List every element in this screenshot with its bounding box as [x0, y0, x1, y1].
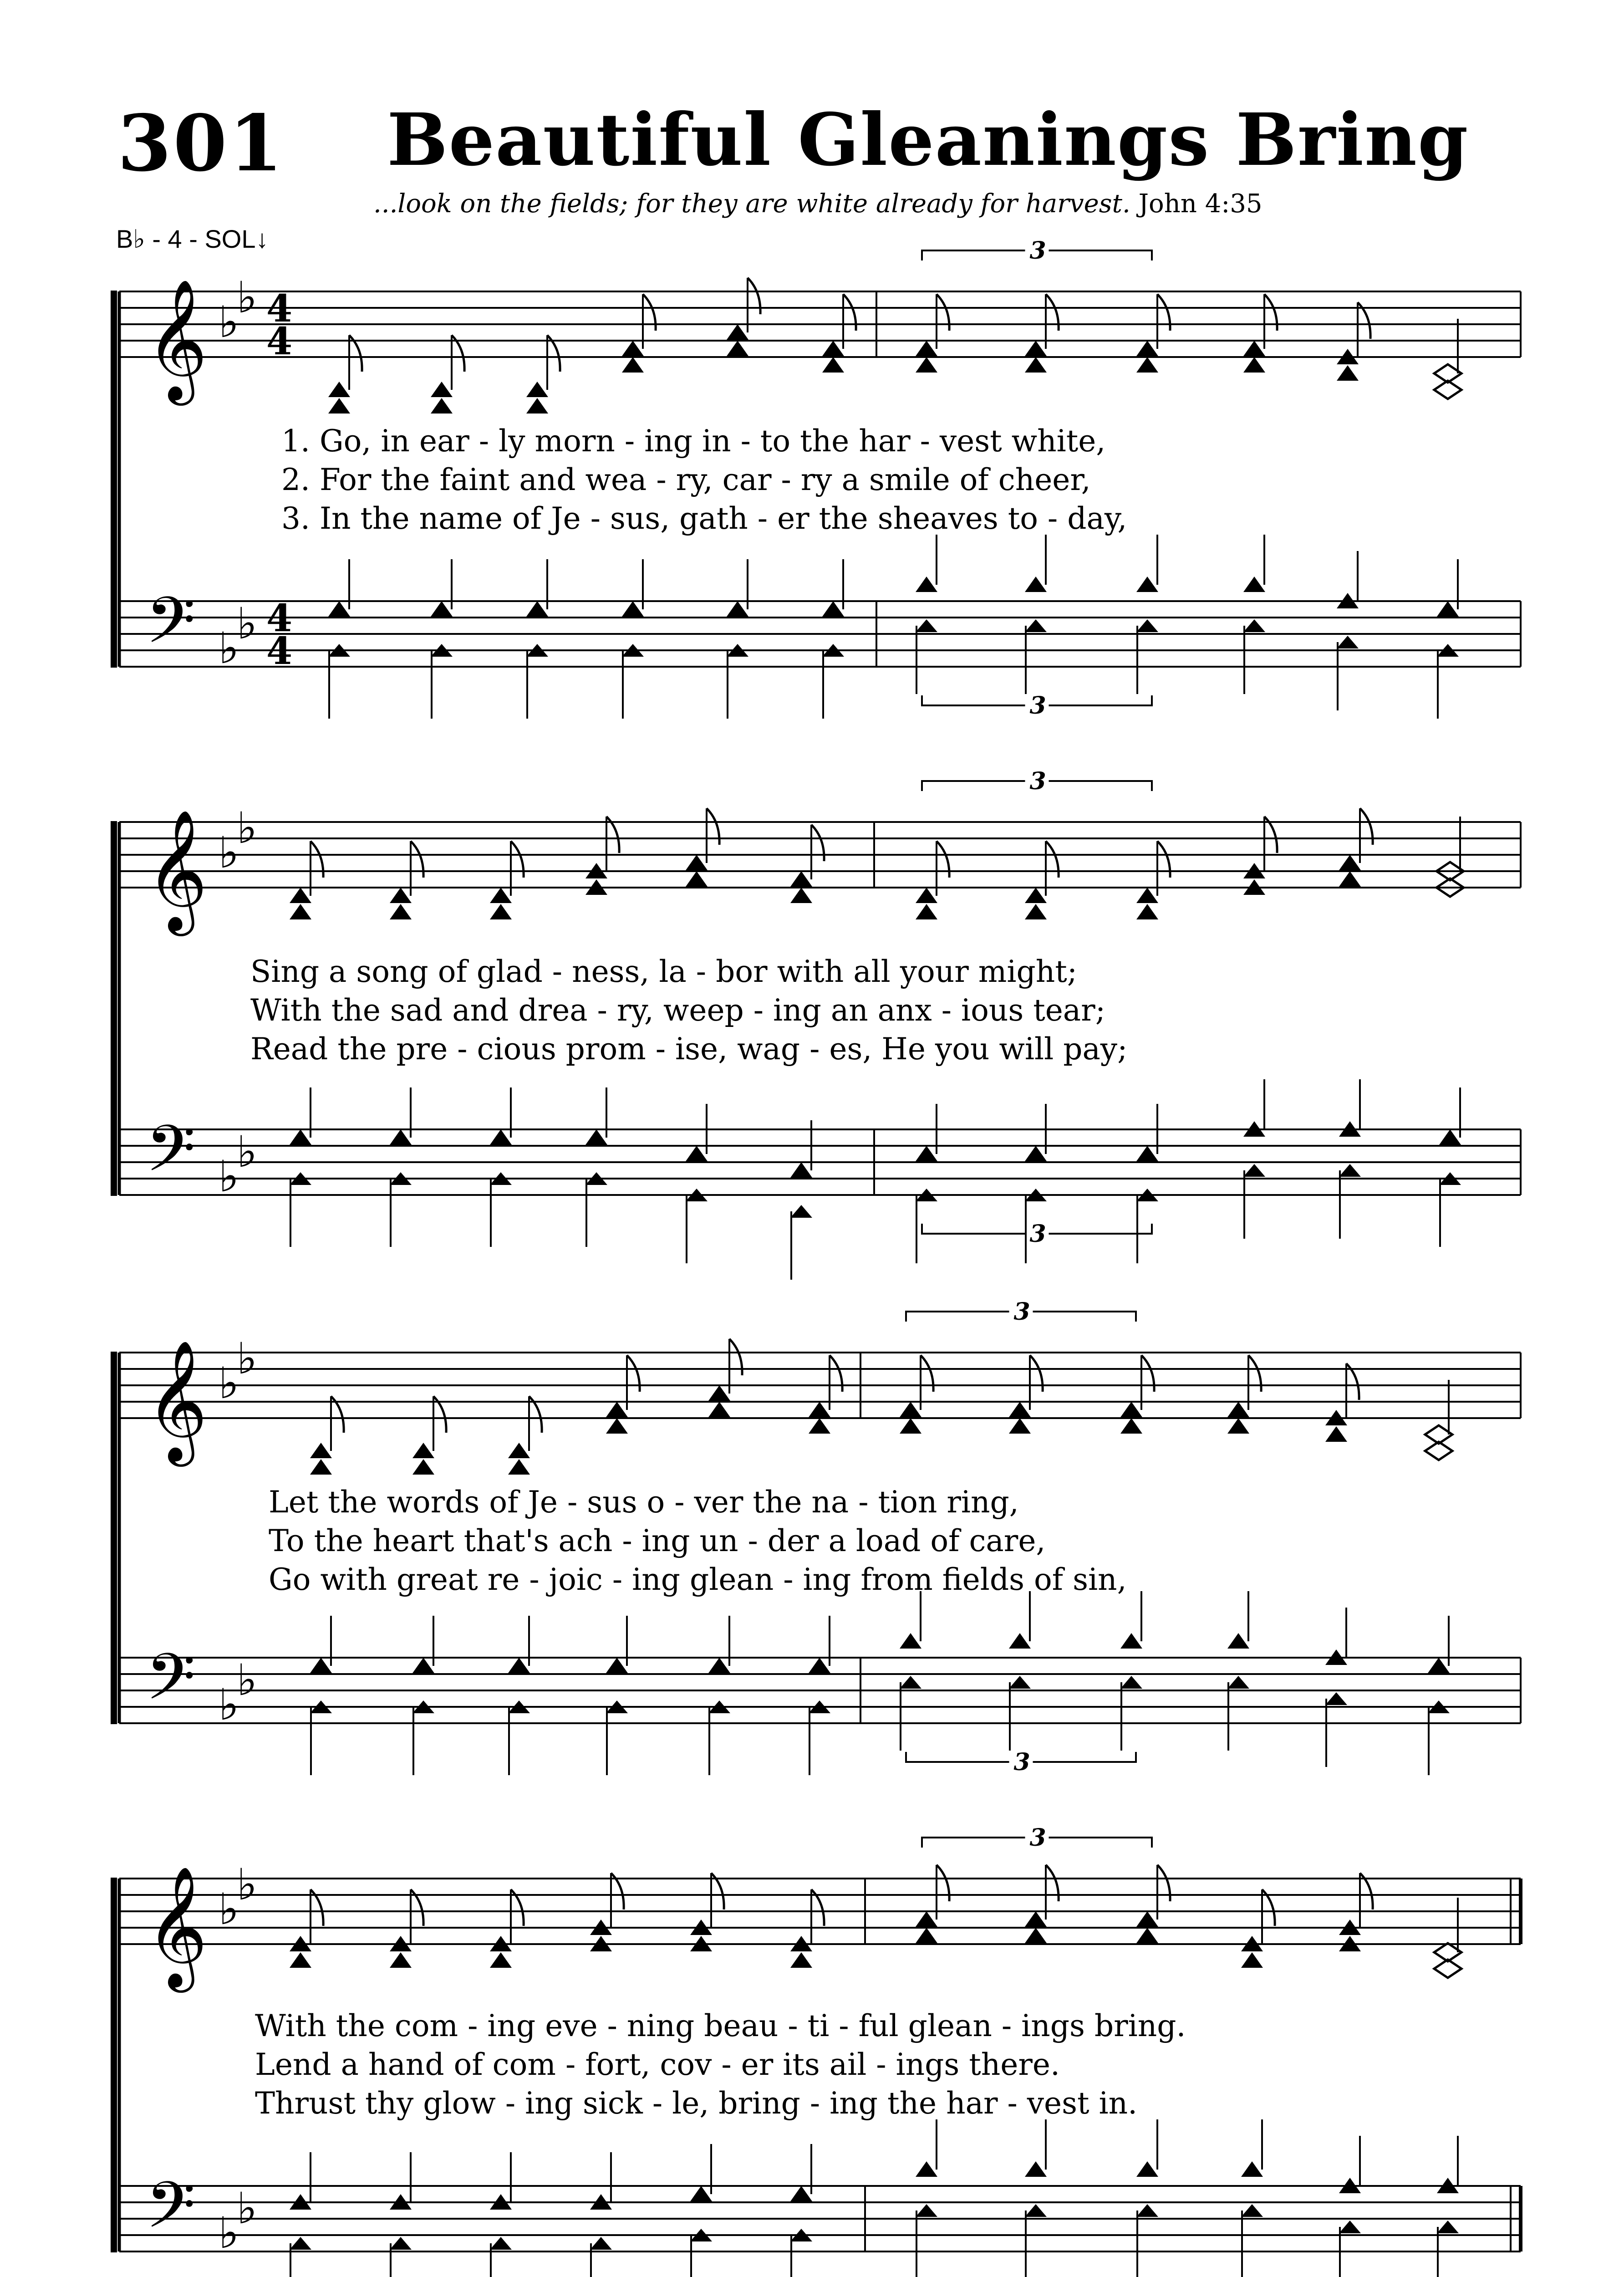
tenor-note	[606, 1658, 628, 1673]
tenor-note	[809, 1658, 830, 1673]
flat-sign-icon: ♭	[237, 1655, 257, 1705]
flat-sign-icon: ♭	[219, 297, 239, 347]
soprano-note	[916, 1911, 937, 1927]
soprano-note	[916, 341, 937, 356]
tenor-note	[1025, 1146, 1047, 1161]
alto-note	[526, 398, 548, 414]
time-signature-denominator: 4	[266, 629, 293, 673]
tenor-note	[1120, 1633, 1142, 1649]
soprano-note	[290, 888, 311, 903]
lyric-line: With the com - ing eve - ning beau - ti - ful glean - ings bring.	[255, 2008, 1186, 2043]
alto-note	[708, 1402, 730, 1417]
bass-note	[1025, 619, 1047, 632]
flat-sign-icon: ♭	[219, 623, 239, 674]
scripture-quote: ...look on the fields; for they are white already for harvest.	[373, 189, 1130, 219]
alto-note	[290, 904, 311, 919]
alto-note	[1243, 357, 1265, 373]
alto-note	[1136, 357, 1158, 373]
treble-clef-icon: 𝄞	[146, 1340, 208, 1461]
bass-clef-icon: 𝄢	[146, 2168, 196, 2258]
tenor-note	[1437, 601, 1459, 617]
alto-note	[686, 871, 708, 887]
bass-note	[490, 2237, 512, 2250]
flat-sign-icon: ♭	[237, 1860, 257, 1910]
tenor-note	[328, 601, 350, 617]
flat-sign-icon: ♭	[237, 1127, 257, 1177]
lyric-line: 1. Go, in ear - ly morn - ing in - to the har - vest white,	[281, 424, 1106, 459]
tenor-note	[1025, 577, 1047, 592]
bass-note	[900, 1676, 921, 1689]
soprano-note	[328, 382, 350, 397]
bass-note	[590, 2237, 612, 2250]
soprano-note	[1025, 1911, 1047, 1927]
alto-note	[1025, 357, 1047, 373]
tenor-note	[508, 1658, 530, 1673]
tenor-note	[585, 1129, 607, 1145]
triplet-label: 3	[1029, 767, 1046, 795]
bass-note	[1227, 1676, 1249, 1689]
tenor-note	[1439, 1129, 1461, 1145]
key-signature-info: B♭ - 4 - SOL↓	[116, 225, 269, 253]
bass-note	[290, 2237, 311, 2250]
soprano-note	[727, 324, 748, 340]
soprano-note	[900, 1402, 921, 1417]
alto-note	[1339, 871, 1361, 887]
tenor-note	[1428, 1658, 1450, 1673]
alto-note	[1241, 1952, 1263, 1968]
tenor-note	[822, 601, 844, 617]
flat-sign-icon: ♭	[219, 1884, 239, 1935]
tenor-note	[622, 601, 644, 617]
soprano-note	[622, 341, 644, 356]
soprano-note	[1009, 1402, 1031, 1417]
soprano-note	[431, 382, 453, 397]
alto-note	[916, 904, 937, 919]
time-signature-denominator: 4	[266, 320, 293, 363]
tenor-note	[412, 1658, 434, 1673]
bass-clef-icon: 𝄢	[146, 583, 196, 674]
alto-note	[790, 888, 812, 903]
alto-note	[290, 1952, 311, 1968]
bass-note	[1243, 619, 1265, 632]
flat-sign-icon: ♭	[237, 273, 257, 323]
soprano-note	[508, 1443, 530, 1458]
bass-note	[790, 1205, 812, 1218]
tenor-note	[916, 2161, 937, 2177]
bass-note	[1337, 636, 1359, 648]
soprano-note	[708, 1385, 730, 1401]
tenor-note	[1243, 577, 1265, 592]
time-signature-numerator: 4	[266, 597, 293, 640]
tenor-note	[1241, 2161, 1263, 2177]
alto-note	[1009, 1418, 1031, 1434]
tenor-note	[916, 577, 937, 592]
alto-note	[1025, 904, 1047, 919]
bass-note	[1437, 2221, 1459, 2233]
tenor-note	[727, 601, 748, 617]
alto-note	[310, 1459, 332, 1475]
tenor-note	[1136, 2161, 1158, 2177]
hymn-title: Beautiful Gleanings Bring	[387, 98, 1469, 182]
flat-sign-icon: ♭	[237, 599, 257, 649]
soprano-note	[822, 341, 844, 356]
bass-note	[1025, 2204, 1047, 2217]
tenor-note	[790, 2186, 812, 2201]
lyric-line: Sing a song of glad - ness, la - bor with all your might;	[250, 954, 1077, 989]
alto-note	[390, 904, 412, 919]
lyric-line: Thrust thy glow - ing sick - le, bring - ing the har - vest in.	[255, 2086, 1138, 2121]
bass-clef-icon: 𝄢	[146, 1640, 196, 1730]
tenor-note	[1009, 1633, 1031, 1649]
treble-clef-icon: 𝄞	[146, 1866, 208, 1987]
alto-note	[1325, 1426, 1347, 1442]
alto-note	[412, 1459, 434, 1475]
time-signature-numerator: 4	[266, 287, 293, 331]
tenor-note	[526, 601, 548, 617]
flat-sign-icon: ♭	[237, 1334, 257, 1384]
lyric-line: Lend a hand of com - fort, cov - er its ail - ings there.	[255, 2047, 1060, 2082]
soprano-note	[1136, 888, 1158, 903]
tenor-note	[1025, 2161, 1047, 2177]
bass-note	[1325, 1692, 1347, 1705]
lyric-line: With the sad and drea - ry, weep - ing an anx - ious tear;	[250, 993, 1105, 1028]
alto-note	[1227, 1418, 1249, 1434]
flat-sign-icon: ♭	[237, 2184, 257, 2234]
bass-note	[916, 619, 937, 632]
soprano-note	[1025, 888, 1047, 903]
soprano-note	[790, 871, 812, 887]
triplet-label: 3	[1029, 237, 1046, 265]
bass-note	[390, 2237, 412, 2250]
alto-note	[822, 357, 844, 373]
alto-note	[508, 1459, 530, 1475]
tenor-note	[390, 1129, 412, 1145]
alto-note	[900, 1418, 921, 1434]
alto-note	[328, 398, 350, 414]
tenor-note	[431, 601, 453, 617]
tenor-note	[1136, 1146, 1158, 1161]
flat-sign-icon: ♭	[219, 828, 239, 878]
triplet-label: 3	[1029, 1220, 1046, 1248]
alto-note	[727, 341, 748, 356]
alto-note	[490, 1952, 512, 1968]
tenor-note	[310, 1658, 332, 1673]
flat-sign-icon: ♭	[219, 1358, 239, 1409]
alto-note	[490, 904, 512, 919]
bass-note	[1120, 1676, 1142, 1689]
tenor-note	[916, 1146, 937, 1161]
lyric-line: Read the pre - cious prom - ise, wag - es, He you will pay;	[250, 1031, 1128, 1067]
tenor-note	[1227, 1633, 1249, 1649]
alto-note	[809, 1418, 830, 1434]
flat-sign-icon: ♭	[219, 1680, 239, 1730]
flat-sign-icon: ♭	[219, 2208, 239, 2258]
flat-sign-icon: ♭	[219, 1152, 239, 1202]
bass-note	[1136, 2204, 1158, 2217]
bass-note	[1243, 1164, 1265, 1177]
alto-note	[431, 398, 453, 414]
soprano-note	[1339, 855, 1361, 870]
soprano-note	[1025, 341, 1047, 356]
soprano-note	[310, 1443, 332, 1458]
treble-clef-icon: 𝄞	[146, 809, 208, 931]
soprano-note	[1227, 1402, 1249, 1417]
alto-note	[916, 357, 937, 373]
lyric-line: 2. For the faint and wea - ry, car - ry a smile of cheer,	[281, 462, 1091, 497]
alto-note	[916, 1928, 937, 1943]
tenor-note	[490, 1129, 512, 1145]
alto-note	[1120, 1418, 1142, 1434]
tenor-note	[790, 1162, 812, 1178]
bass-note	[1241, 2204, 1263, 2217]
flat-sign-icon: ♭	[237, 803, 257, 853]
soprano-note	[809, 1402, 830, 1417]
bass-note	[1009, 1676, 1031, 1689]
alto-note	[790, 1952, 812, 1968]
alto-note	[1337, 365, 1359, 381]
triplet-label: 3	[1013, 1298, 1030, 1326]
soprano-note	[490, 888, 512, 903]
bass-note	[1136, 619, 1158, 632]
triplet-label: 3	[1013, 1748, 1030, 1776]
tenor-note	[686, 1146, 708, 1161]
soprano-note	[606, 1402, 628, 1417]
soprano-note	[1136, 341, 1158, 356]
soprano-note	[1120, 1402, 1142, 1417]
treble-clef-icon: 𝄞	[146, 279, 208, 400]
soprano-note	[526, 382, 548, 397]
bass-note	[916, 2204, 937, 2217]
alto-note	[606, 1418, 628, 1434]
tenor-note	[708, 1658, 730, 1673]
soprano-note	[916, 888, 937, 903]
alto-note	[1136, 904, 1158, 919]
lyric-line: To the heart that's ach - ing un - der a load of care,	[269, 1523, 1046, 1558]
alto-note	[390, 1952, 412, 1968]
soprano-note	[412, 1443, 434, 1458]
soprano-note	[1243, 341, 1265, 356]
soprano-note	[686, 855, 708, 870]
bass-note	[1339, 1164, 1361, 1177]
bass-note	[1339, 2221, 1361, 2233]
alto-note	[1025, 1928, 1047, 1943]
tenor-note	[1136, 577, 1158, 592]
bass-clef-icon: 𝄢	[146, 1112, 196, 1202]
lyric-line: Go with great re - joic - ing glean - ing from fields of sin,	[269, 1562, 1127, 1597]
tenor-note	[900, 1633, 921, 1649]
alto-note	[622, 357, 644, 373]
triplet-label: 3	[1029, 1824, 1046, 1852]
scripture-citation: John 4:35	[1138, 189, 1263, 219]
soprano-note	[1136, 1911, 1158, 1927]
soprano-note	[390, 888, 412, 903]
triplet-label: 3	[1029, 692, 1046, 720]
lyric-line: Let the words of Je - sus o - ver the na - tion ring,	[269, 1485, 1019, 1520]
tenor-note	[290, 1129, 311, 1145]
tenor-note	[690, 2186, 712, 2201]
lyric-line: 3. In the name of Je - sus, gath - er the sheaves to - day,	[281, 501, 1127, 536]
alto-note	[1136, 1928, 1158, 1943]
hymn-number: 301	[117, 98, 285, 189]
